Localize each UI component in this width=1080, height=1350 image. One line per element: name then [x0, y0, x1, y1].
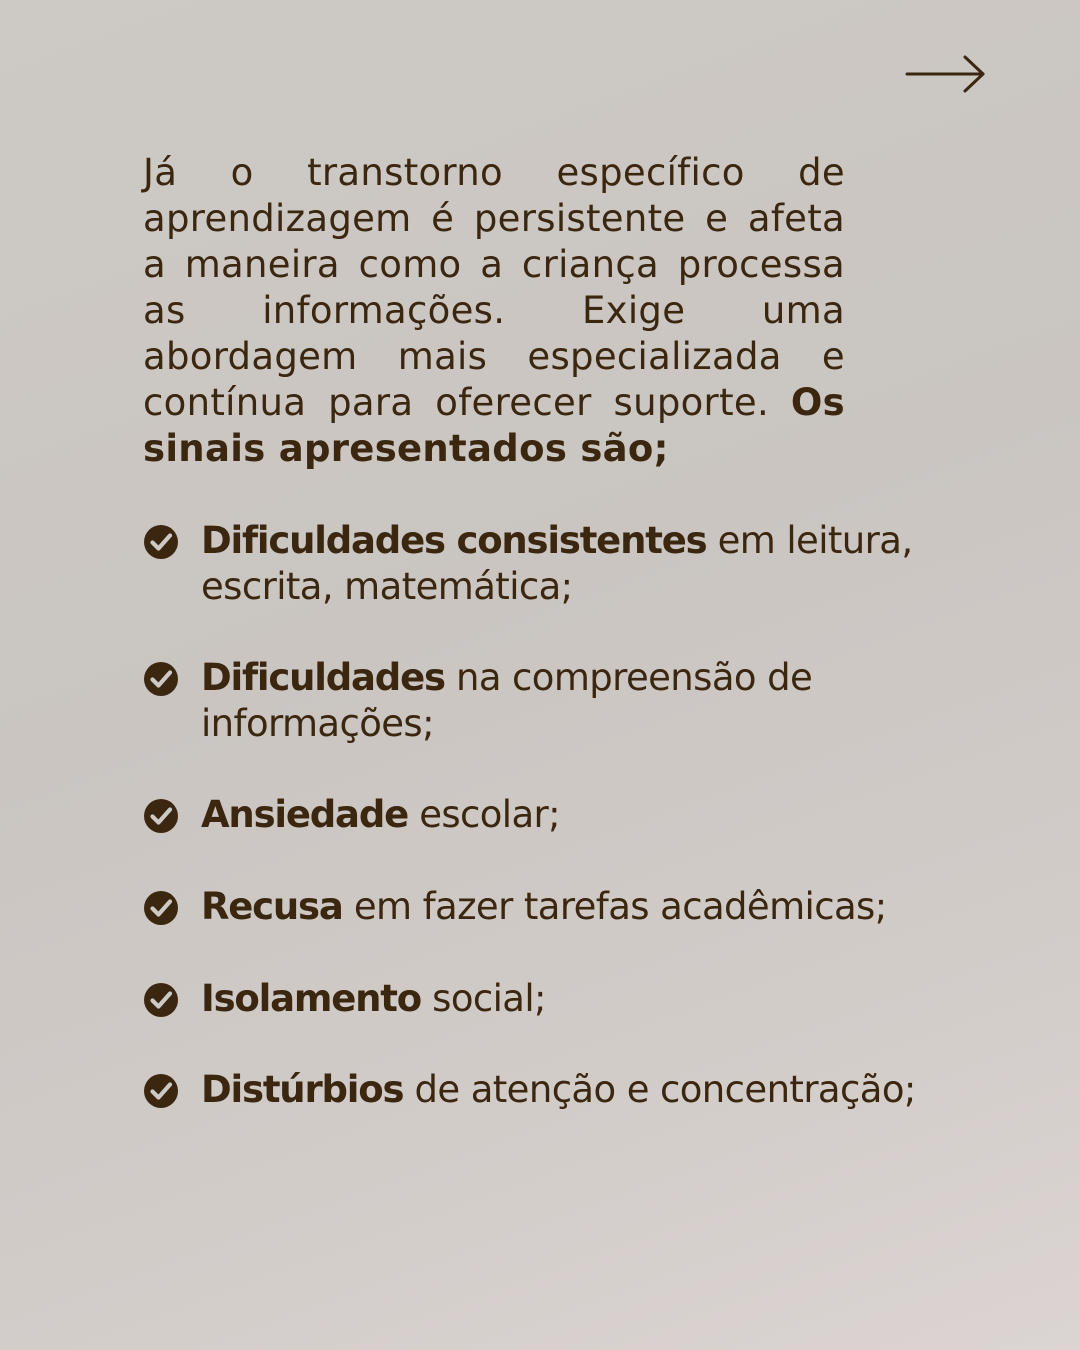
sign-rest: de atenção e concentração; — [414, 1068, 916, 1111]
intro-paragraph — [143, 150, 845, 472]
arrow-right-icon[interactable] — [905, 54, 987, 94]
check-circle-icon — [143, 524, 179, 560]
sign-text — [201, 655, 983, 747]
sign-text — [201, 792, 983, 838]
sign-bold: Distúrbios — [201, 1068, 404, 1111]
sign-item-school-anxiety — [143, 792, 983, 838]
check-circle-icon — [143, 798, 179, 834]
intro-bold-text: Os sinais apresentados são; — [143, 381, 845, 470]
sign-rest: na compreensão de informações; — [201, 656, 813, 745]
sign-text — [201, 1067, 983, 1113]
sign-text — [201, 518, 983, 610]
sign-bold: Recusa — [201, 885, 343, 928]
intro-text: Já o transtorno específico de aprendizagem é persistente e afeta a maneira como a criança processa as informações. Exige uma abordagem mais especializada e contínua para oferecer suporte. — [143, 151, 845, 424]
sign-rest: escolar; — [419, 793, 561, 836]
sign-bold: Dificuldades consistentes — [201, 519, 707, 562]
sign-bold: Isolamento — [201, 977, 421, 1020]
sign-text — [201, 884, 983, 930]
check-circle-icon — [143, 661, 179, 697]
sign-text — [201, 976, 983, 1022]
sign-rest: em leitura, escrita, matemática; — [201, 519, 913, 608]
check-circle-icon — [143, 982, 179, 1018]
sign-bold: Dificuldades — [201, 656, 445, 699]
sign-rest: social; — [432, 977, 546, 1020]
sign-bold: Ansiedade — [201, 793, 409, 836]
sign-item-social-isolation — [143, 976, 983, 1022]
sign-item-attention-disorders — [143, 1067, 983, 1113]
sign-rest: em fazer tarefas acadêmicas; — [353, 885, 887, 928]
sign-item-task-refusal — [143, 884, 983, 930]
check-circle-icon — [143, 1073, 179, 1109]
sign-item-consistent-difficulties — [143, 518, 983, 610]
check-circle-icon — [143, 890, 179, 926]
sign-item-comprehension-difficulties — [143, 655, 983, 747]
